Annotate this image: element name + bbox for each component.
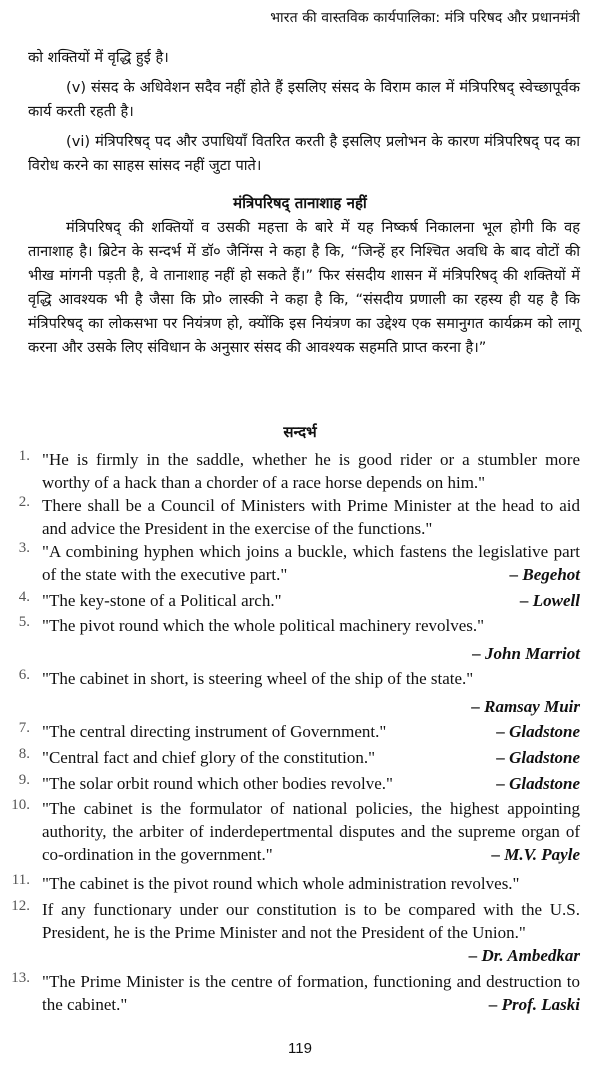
reference-text-body: "The cabinet is the formulator of national policies, the highest appointing authority, the arbiter of inderdepertmental disputes and the supreme organ of co-ordination in the government." <box>42 799 580 864</box>
reference-author: – Lowell <box>520 591 580 610</box>
reference-number: 12. <box>11 898 30 914</box>
reference-text: "The key-stone of a Political arch." <box>42 591 282 610</box>
reference-text: "The cabinet in short, is steering wheel of the ship of the state." <box>42 669 474 688</box>
reference-number: 13. <box>11 970 30 986</box>
reference-author: – Gladstone <box>496 722 580 741</box>
reference-author: – John Marriot <box>472 644 580 663</box>
reference-number: 1. <box>18 448 30 464</box>
reference-text: "A combining hyphen which joins a buckle, which fastens the legislative part of the state with the executive part." <box>42 542 580 584</box>
reference-author: – Gladstone <box>496 748 580 767</box>
reference-number: 4. <box>18 589 30 605</box>
page-number: 119 <box>288 1040 312 1057</box>
reference-author: – Dr. Ambedkar <box>468 946 580 965</box>
section-heading: मंत्रिपरिषद् तानाशाह नहीं <box>233 194 367 212</box>
reference-author: – Ramsay Muir <box>471 697 580 716</box>
reference-number: 9. <box>18 772 30 788</box>
paragraph-point-v: (v) संसद के अधिवेशन सदैव नहीं होते हैं इसलिए संसद के विराम काल में मंत्रिपरिषद् स्वेच्छापूर्वक कार्य करती रहती है। <box>28 79 580 120</box>
reference-text: "The central directing instrument of Government." <box>42 722 387 741</box>
reference-number: 8. <box>18 746 30 762</box>
reference-text: "The pivot round which the whole political machinery revolves." <box>42 616 485 635</box>
reference-text: There shall be a Council of Ministers with Prime Minister at the head to aid and advice the President in the exercise of the functions." <box>42 496 580 538</box>
running-header: भारत की वास्तविक कार्यपालिका: मंत्रि परिषद और प्रधानमंत्री <box>270 10 580 26</box>
reference-text: "The cabinet is the pivot round which whole administration revolves." <box>42 874 520 893</box>
reference-text: "The solar orbit round which other bodies revolve." <box>42 774 393 793</box>
paragraph-main: मंत्रिपरिषद् की शक्तियों व उसकी महत्ता के बारे में यह निष्कर्ष निकालना भूल होगी कि वह तानाशाह है। ब्रिटेन के सन्दर्भ में डॉ० जैनिंग्स ने कहा है कि, “जिन्हें हर निश्चित अवधि के बाद वोटों की भीख मांगनी पड़ती है, वे तानाशाह नहीं हो सकते हैं।” फिर संसदीय शासन में मंत्रिपरिषद् की शक्तियों में वृद्धि आवश्यक भी है जैसा कि प्रो० लास्की ने कहा है कि, “संसदीय प्रणाली का रहस्य ही यह है कि मंत्रिपरिषद् का लोकसभा पर नियंत्रण हो, क्योंकि इस नियंत्रण का उद्देश्य एक समानुगत कार्यक्रम को लागू करना और उसके लिए संविधान के अनुसार संसद की आवश्यक सहमति प्राप्त करना है।” <box>28 219 580 356</box>
reference-author: – Prof. Laski <box>488 995 580 1014</box>
reference-number: 7. <box>18 720 30 736</box>
reference-text-body: "The Prime Minister is the centre of formation, functioning and destruction to the cabinet." <box>42 972 580 1014</box>
reference-number: 10. <box>11 797 30 813</box>
reference-text-body: If any functionary under our constitution is to be compared with the U.S. President, he is the Prime Minister and not the President of the Union." <box>42 900 580 942</box>
reference-author: – M.V. Payle <box>491 845 580 864</box>
reference-text <box>42 797 580 866</box>
reference-text <box>42 970 580 1016</box>
reference-text: "Central fact and chief glory of the constitution." <box>42 748 376 767</box>
reference-author: – Begehot <box>509 565 580 584</box>
reference-text: "He is firmly in the saddle, whether he is good rider or a stumbler more worthy of a hack than a chorder of a race horse depends on him." <box>42 450 580 492</box>
references-heading: सन्दर्भ <box>283 423 317 441</box>
reference-text <box>42 898 580 967</box>
reference-number: 2. <box>18 494 30 510</box>
continued-paragraph <box>28 46 580 178</box>
reference-number: 5. <box>18 614 30 630</box>
paragraph-continued: को शक्तियों में वृद्धि हुई है। <box>28 49 169 66</box>
reference-author: – Gladstone <box>496 774 580 793</box>
main-paragraph-block <box>28 216 580 360</box>
paragraph-point-vi: (vi) मंत्रिपरिषद् पद और उपाधियाँ वितरित करती है इसलिए प्रलोभन के कारण मंत्रिपरिषद् पद का विरोध करने का साहस सांसद नहीं जुटा पाते। <box>28 133 580 174</box>
reference-number: 11. <box>11 872 30 888</box>
reference-number: 6. <box>18 667 30 683</box>
reference-number: 3. <box>18 540 30 556</box>
